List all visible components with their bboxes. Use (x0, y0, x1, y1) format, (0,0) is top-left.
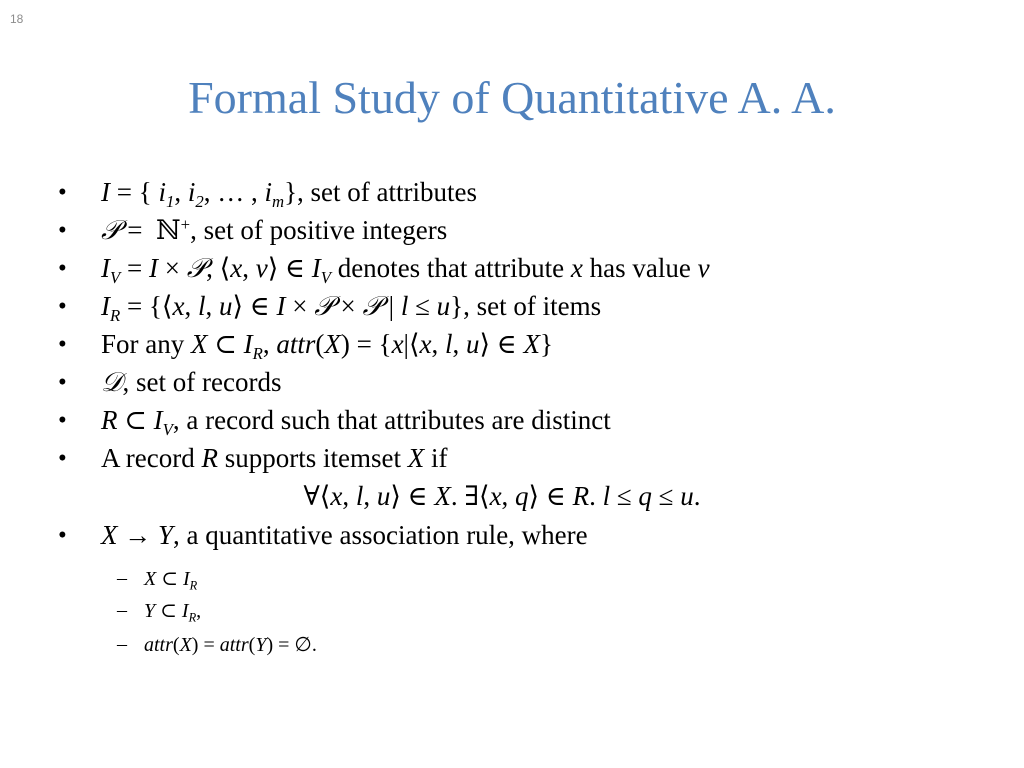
bullet-positive-integers: 𝒫 = ℕ+, set of positive integers (101, 214, 448, 245)
slide-number: 18 (10, 12, 24, 26)
bullet-attributes: I = { $i_1$, $i_2$, … , $i_m$}, set of attributes (101, 177, 477, 211)
bullet-association-rule: X → Y, a quantitative association rule, where (101, 520, 588, 550)
bullet-record-definition: R ⊂ $I_V$, a record such that attributes are distinct (101, 405, 611, 439)
bullet-supports: A record R supports itemset X if (101, 443, 448, 473)
sub-bullet-x-subset: X ⊂ $I_R$ (144, 568, 198, 593)
sub-bullet-marker: – (117, 599, 127, 621)
bullet-marker: • (58, 445, 67, 472)
sub-bullet-y-subset: Y ⊂ $I_R$, (144, 600, 202, 625)
bullet-attr-function: For any X ⊂ $I_R$, attr(X) = {x|⟨x, l, u⟩ ∈ X} (101, 329, 553, 363)
bullet-marker: • (58, 369, 67, 396)
bullet-marker: • (58, 217, 67, 244)
bullet-records: 𝒟, set of records (101, 367, 282, 397)
bullet-attribute-values: $I_V = I$ × 𝒫, ⟨x, v⟩ ∈ $I_V$ denotes that attribute x has value v (101, 253, 710, 287)
bullet-marker: • (58, 331, 67, 358)
slide-title: Formal Study of Quantitative A. A. (188, 72, 836, 123)
sub-bullet-marker: – (117, 633, 127, 655)
support-condition: ∀⟨x, l, u⟩ ∈ X. ∃⟨x, q⟩ ∈ R. l ≤ q ≤ u. (303, 481, 701, 511)
bullet-marker: • (58, 407, 67, 434)
bullet-items: $I_R$ = {⟨x, l, u⟩ ∈ I × 𝒫 × 𝒫 | l ≤ u}, set of items (101, 291, 602, 325)
sub-bullet-marker: – (117, 567, 127, 589)
bullet-marker: • (58, 293, 67, 320)
bullet-marker: • (58, 255, 67, 282)
sub-bullet-attr-disjoint: attr(X) = attr(Y) = ∅. (144, 634, 317, 656)
bullet-marker: • (58, 522, 67, 549)
bullet-marker: • (58, 179, 67, 206)
